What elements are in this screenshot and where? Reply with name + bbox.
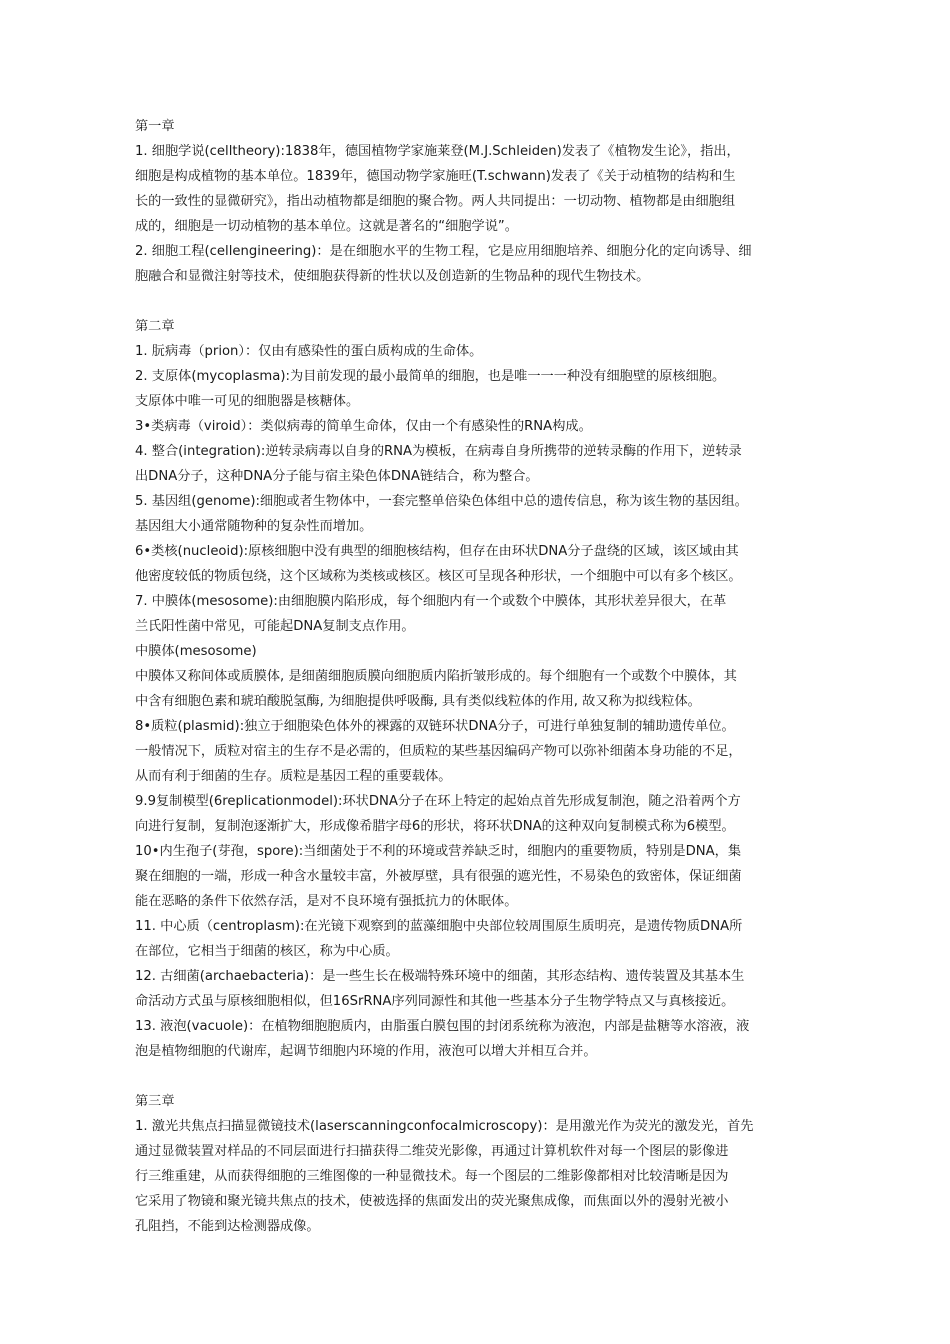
chapter-1-line: 成的，细胞是一切动植物的基本单位。这就是著名的“细胞学说”。 (135, 219, 518, 234)
chapter-2-line: 2. 支原体(mycoplasma):为目前发现的最小最简单的细胞，也是唯一一一种没有细胞壁的原核细胞。 (135, 369, 726, 384)
chapter-2-line: 聚在细胞的一端，形成一种含水量较丰富，外被厚壁，具有很强的遮光性，不易染色的致密体，保证细菌 (135, 869, 742, 884)
chapter-2-line: 能在恶略的条件下依然存活，是对不良环境有强抵抗力的休眠体。 (135, 894, 518, 909)
chapter-2-line: 支原体中唯一可见的细胞器是核糖体。 (135, 394, 360, 409)
section-gap (135, 289, 835, 314)
chapter-2-line: 中含有细胞色素和琥珀酸脱氢酶, 为细胞提供呼吸酶, 具有类似线粒体的作用, 故又称为拟线粒体。 (135, 694, 701, 709)
chapter-2-line: 一般情况下，质粒对宿主的生存不是必需的，但质粒的某些基因编码产物可以弥补细菌本身功能的不足， (135, 744, 742, 759)
chapter-1-line: 长的一致性的显微研究》，指出动植物都是细胞的聚合物。两人共同提出：一切动物、植物都是由细胞组 (135, 194, 736, 209)
chapter-2-line: 1. 朊病毒（prion）：仅由有感染性的蛋白质构成的生命体。 (135, 344, 483, 359)
chapter-3-line: 1. 激光共焦点扫描显微镜技术(laserscanningconfocalmicroscopy)：是用激光作为荧光的激发光，首先 (135, 1119, 754, 1134)
chapter-2-line: 他密度较低的物质包绕，这个区域称为类核或核区。核区可呈现各种形状，一个细胞中可以有多个核区。 (135, 569, 742, 584)
chapter-2-line: 基因组大小通常随物种的复杂性而增加。 (135, 519, 373, 534)
chapter-2-line: 7. 中膜体(mesosome):由细胞膜内陷形成，每个细胞内有一个或数个中膜体，其形状差异很大，在革 (135, 594, 727, 609)
chapter-2-line: 5. 基因组(genome):细胞或者生物体中，一套完整单倍染色体组中总的遗传信息，称为该生物的基因组。 (135, 494, 748, 509)
chapter-1-line: 2. 细胞工程(cellengineering)：是在细胞水平的生物工程，它是应用细胞培养、细胞分化的定向诱导、细 (135, 244, 752, 259)
chapter-1-title: 第一章 (135, 119, 175, 134)
chapter-2-line: 6•类核(nucleoid):原核细胞中没有典型的细胞核结构，但存在由环状DNA分子盘绕的区域，该区域由其 (135, 544, 739, 559)
chapter-2-line: 13. 液泡(vacuole)：在植物细胞胞质内，由脂蛋白膜包围的封闭系统称为液泡，内部是盐糖等水溶液，液 (135, 1019, 750, 1034)
chapter-3-line: 孔阻挡，不能到达检测器成像。 (135, 1219, 320, 1234)
chapter-1-line: 细胞是构成植物的基本单位。1839年，德国动物学家施旺(T.schwann)发表了《关于动植物的结构和生 (135, 169, 736, 184)
chapter-3-line: 通过显微装置对样品的不同层面进行扫描获得二维荧光影像，再通过计算机软件对每一个图层的影像进 (135, 1144, 729, 1159)
chapter-2-line: 9.9复制模型(6replicationmodel):环状DNA分子在环上特定的起始点首先形成复制泡，随之沿着两个方 (135, 794, 741, 809)
chapter-3-title: 第三章 (135, 1094, 175, 1109)
chapter-1-line: 胞融合和显微注射等技术，使细胞获得新的性状以及创造新的生物品种的现代生物技术。 (135, 269, 650, 284)
chapter-2-line: 出DNA分子，这种DNA分子能与宿主染色体DNA链结合，称为整合。 (135, 469, 539, 484)
chapter-2-title: 第二章 (135, 319, 175, 334)
chapter-2-line: 中膜体(mesosome) (135, 644, 257, 659)
chapter-3-line: 它采用了物镜和聚光镜共焦点的技术，使被选择的焦面发出的荧光聚焦成像，而焦面以外的漫射光被小 (135, 1194, 729, 1209)
chapter-2-line: 4. 整合(integration):逆转录病毒以自身的RNA为模板，在病毒自身所携带的逆转录酶的作用下，逆转录 (135, 444, 742, 459)
chapter-2-line: 8•质粒(plasmid):独立于细胞染色体外的裸露的双链环状DNA分子，可进行单独复制的辅助遗传单位。 (135, 719, 735, 734)
chapter-2-line: 中膜体又称间体或质膜体, 是细菌细胞质膜向细胞质内陷折皱形成的。每个细胞有一个或数个中膜体，其 (135, 669, 737, 684)
chapter-2-line: 11. 中心质（centroplasm):在光镜下观察到的蓝藻细胞中央部位较周围原生质明亮，是遗传物质DNA所 (135, 919, 743, 934)
chapter-2-line: 在部位，它相当于细菌的核区，称为中心质。 (135, 944, 399, 959)
chapter-1-line: 1. 细胞学说(celltheory):1838年，德国植物学家施莱登(M.J.Schleiden)发表了《植物发生论》，指出， (135, 144, 740, 159)
chapter-2-line: 从而有利于细菌的生存。质粒是基因工程的重要载体。 (135, 769, 452, 784)
document-page (135, 114, 835, 1239)
chapter-2-line: 命活动方式虽与原核细胞相似，但16SrRNA序列同源性和其他一些基本分子生物学特点又与真核接近。 (135, 994, 735, 1009)
chapter-2-line: 泡是植物细胞的代谢库，起调节细胞内环境的作用，液泡可以增大并相互合并。 (135, 1044, 597, 1059)
chapter-2-line: 3•类病毒（viroid）：类似病毒的简单生命体，仅由一个有感染性的RNA构成。 (135, 419, 592, 434)
chapter-2-line: 12. 古细菌(archaebacteria)：是一些生长在极端特殊环境中的细菌，其形态结构、遗传装置及其基本生 (135, 969, 745, 984)
chapter-3-line: 行三维重建，从而获得细胞的三维图像的一种显微技术。每一个图层的二维影像都相对比较清晰是因为 (135, 1169, 729, 1184)
section-gap (135, 1064, 835, 1089)
chapter-2-line: 10•内生孢子(芽孢，spore):当细菌处于不利的环境或营养缺乏时，细胞内的重要物质，特别是DNA，集 (135, 844, 742, 859)
chapter-2-line: 向进行复制，复制泡逐渐扩大，形成像希腊字母6的形状，将环状DNA的这种双向复制模式称为6模型。 (135, 819, 735, 834)
chapter-2-line: 兰氏阳性菌中常见，可能起DNA复制支点作用。 (135, 619, 415, 634)
